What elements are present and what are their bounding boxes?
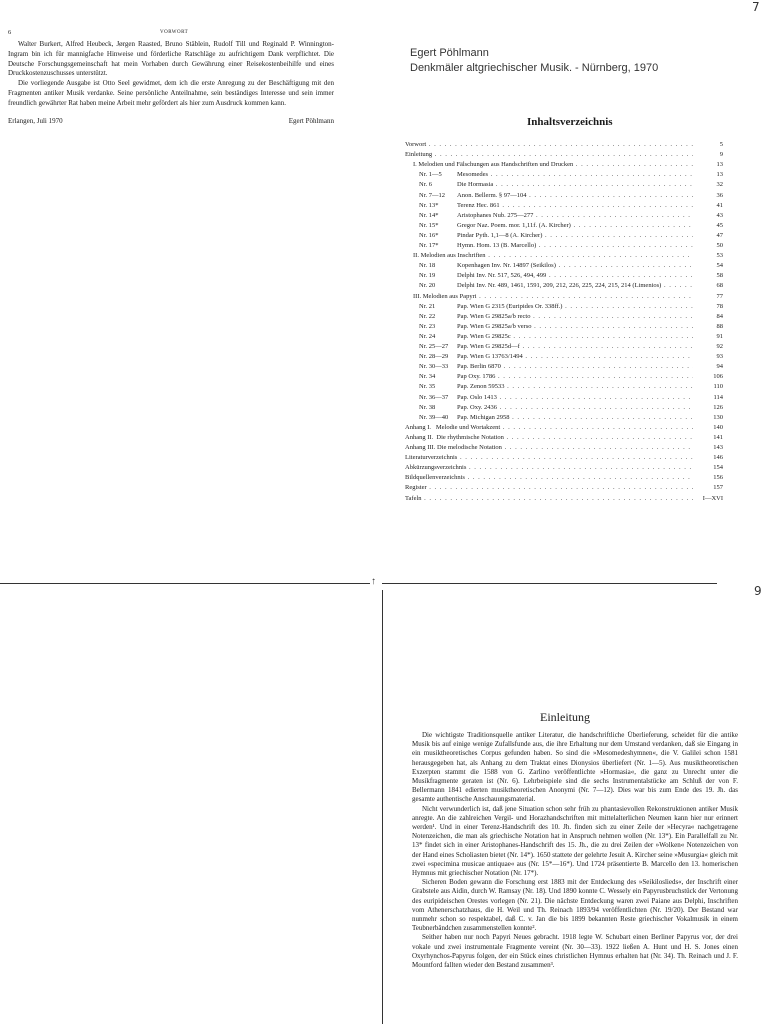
toc-entry-number: Nr. 17* <box>419 241 457 250</box>
toc-entry-page: 54 <box>693 261 723 270</box>
toc-entry <box>405 302 723 311</box>
toc-entry-page: 92 <box>693 342 723 351</box>
toc-entry-number: Nr. 15* <box>419 221 457 230</box>
toc-entry-description: Pap. Wien G 29825a/b recto <box>457 312 531 320</box>
toc-title: Inhaltsverzeichnis <box>527 116 613 128</box>
toc-entry-number: Nr. 36—37 <box>419 393 457 402</box>
toc-entry-label: Anhang II. Die rhythmische Notation <box>405 433 504 441</box>
vorwort-paragraph: Walter Burkert, Alfred Heubeck, Jørgen Raasted, Bruno Stäblein, Rudolf Till und Reginald P. Winnington-Ingram bin ich für mannigfache Hinweise und förderliche Ratschläge zu aufrichtigem Dank verpflichtet. Die Deutsche Forschungsgemeinschaft hat mein Vorhaben durch Gewährung einer Reisekostenbeihilfe und eines Druckkostenzuschusses unterstützt. <box>8 40 334 78</box>
toc-entry-page: 50 <box>693 241 723 250</box>
toc-entry-number: Nr. 6 <box>419 180 457 189</box>
toc-entry-description: Delphi Inv. Nr. 489, 1461, 1591, 209, 212, 226, 225, 224, 215, 214 (Limenios) <box>457 282 662 290</box>
toc-entry-label: Einleitung <box>405 151 433 159</box>
toc-entry <box>405 403 723 412</box>
toc-entry-number: Nr. 30—33 <box>419 362 457 371</box>
page-separator-right <box>382 583 717 584</box>
toc-entry-page: 130 <box>693 413 723 422</box>
einleitung-paragraph: Nicht verwunderlich ist, daß jene Situation schon sehr früh zu phantasievollen Rekonstruktionen antiker Musik anregte. An die zahlreichen Vergil- und Horazhandschriften mit mittelalterlichen Neumen kann hier nur erinnert werden¹. Und in einer Terenz-Handschrift des 10. Jh. finden sich zu einer Zeile der »Hecyra« nachgetragene Notenzeichen, die man als griechische Notation hat in Anspruch nehmen wollen (Nr. 13*). Ein Parallelfall zu Nr. 13* findet sich in einer Aristophanes-Handschrift des 15. Jh., die zu drei Zeilen der »Wolken« Notenzeichen von der Hand eines Scholiasten bietet (Nr. 14*). 1650 stattete der gelehrte Jesuit A. Kircher seine »Musurgia« gleich mit zwei »specimina musicae antiquae« aus (Nr. 15*—16*). Und 1724 präsentierte B. Marcello den 13. homerischen Hymnus mit griechischer Notation (Nr. 17*). <box>412 804 738 878</box>
toc-entry-page: 9 <box>693 150 723 159</box>
toc-entry-label: Abkürzungsverzeichnis <box>405 464 467 472</box>
toc-entry-page: 84 <box>693 312 723 321</box>
toc-entry-page: 53 <box>693 251 723 260</box>
einleitung-paragraph: Die wichtigste Traditionsquelle antiker Literatur, die handschriftliche Überlieferung, scheidet für die antike Musik bis auf einige wenige Zufallsfunde aus, die ihre Erhaltung nur dem Umstand verdanken, daß sie Eingang in ein musiktheoretisches Corpus gefunden haben. So sind die »Mesomedeshymnen«, die V. Galilei schon 1581 herausgegeben hat, als Anhang zu dem Traktat eines Dionysios überliefert (Nr. 1—5). Aus musiktheoretischen Exzerpten stammt die 1588 von G. Zarlino veröffentlichte »Hormasia«, die ganz zu Unrecht unter die Musikfragmente geraten ist (Nr. 6). Lehrbeispiele sind die sechs Instrumentalstücke am Schluß der von F. Bellermann 1841 edierten musiktheoretischen Anonymi (Nr. 7—12). Dies war bis zum Ende des 19. Jh. das gesamte authentische Anschauungsmaterial. <box>412 731 738 804</box>
toc-entry-page: 36 <box>693 191 723 200</box>
toc-entry-description: Pap. Wien G 29825d—f <box>457 343 520 350</box>
toc-entry-page: 13 <box>693 160 723 169</box>
toc-entry-label: Anhang I. Melodie und Wortakzent <box>405 423 501 431</box>
toc-entry <box>405 352 723 361</box>
toc-entry-page: I—XVI <box>693 494 723 503</box>
toc-entry <box>405 443 723 452</box>
page-mark-bottom-right: 9 <box>754 584 762 598</box>
einleitung-paragraph: Sicheren Boden gewann die Forschung erst 1883 mit der Entdeckung des »Seikiloslieds«, der Inschrift einer Grabstele aus Aidin, durch W. Ramsay (Nr. 18). Und 1890 konnte C. Wessely ein Papyrusbruchstück der Vertonung des euripideischen Orestes vorlegen (Nr. 21). Die nächste Entdeckung waren zwei Paiane aus Delphi, Inschriften vom Athenerschatzhaus, die H. Weil und Th. Reinach 1893/94 veröffentlichten (Nr. 19/20). Der Bestand war nunmehr schon so respektabel, daß C. v. Jan die bis 1899 bekannten Reste griechischer Vokalmusik in einem Teubnerbändchen zusammenstellen konnte². <box>412 878 738 933</box>
toc-entry <box>405 170 723 179</box>
toc-entry-page: 114 <box>693 393 723 402</box>
toc-entry-description: Aristophanes Nub. 275—277 <box>457 211 534 219</box>
toc-entry-page: 45 <box>693 221 723 230</box>
toc-entry <box>405 292 723 301</box>
toc-entry <box>405 463 723 472</box>
toc-entry-page: 43 <box>693 211 723 220</box>
toc-entry-number: Nr. 24 <box>419 332 457 341</box>
toc-entry-number: Nr. 14* <box>419 211 457 220</box>
toc-entry-page: 5 <box>693 140 723 149</box>
toc-entry-description: Pap Oxy. 1786 <box>457 373 496 381</box>
toc-entry-label: Register <box>405 484 427 492</box>
toc-entry <box>405 494 723 503</box>
toc-entry <box>405 150 723 159</box>
toc-entry-page: 106 <box>693 372 723 381</box>
toc-entry-label: III. Melodien aus Papyri <box>413 292 477 300</box>
toc-entry-page: 156 <box>693 473 723 482</box>
toc-entry-page: 94 <box>693 362 723 371</box>
vorwort-signature: Egert Pöhlmann <box>288 116 334 125</box>
toc-entry <box>405 453 723 462</box>
toc-entry-label: II. Melodien aus Inschriften <box>413 252 486 260</box>
toc-entry-description: Terenz Hec. 861 <box>457 201 500 209</box>
source-header <box>410 46 658 76</box>
toc-entry-page: 91 <box>693 332 723 341</box>
toc-entry-description: Pap. Berlin 6870 <box>457 363 501 371</box>
toc-entry <box>405 221 723 230</box>
toc-entry-number: Nr. 38 <box>419 403 457 412</box>
toc-entry <box>405 312 723 321</box>
toc-entry-description: Pap. Michigan 2958 <box>457 413 510 421</box>
toc-entry-label: Bildquellenverzeichnis <box>405 474 465 482</box>
toc-entry-description: Pap. Oxy. 2436 <box>457 403 498 411</box>
toc-entry-number: Nr. 1—5 <box>419 170 457 179</box>
toc-entry-number: Nr. 20 <box>419 281 457 290</box>
toc-entry <box>405 231 723 240</box>
toc-entry-label: Literaturverzeichnis <box>405 454 458 462</box>
toc-entry-description: Delphi Inv. Nr. 517, 526, 494, 499 <box>457 272 547 280</box>
toc-entry-number: Nr. 34 <box>419 372 457 381</box>
page-mark-top-right: 7 <box>752 0 760 14</box>
einleitung-title: Einleitung <box>540 710 590 724</box>
toc-entry-page: 93 <box>693 352 723 361</box>
toc-entry-label: Vorwort <box>405 141 427 148</box>
toc-entry <box>405 140 723 149</box>
toc-entry-number: Nr. 21 <box>419 302 457 311</box>
source-book: Denkmäler altgriechischer Musik. - Nürnberg, 1970 <box>410 62 659 74</box>
toc-entry <box>405 372 723 381</box>
toc-entry-number: Nr. 35 <box>419 382 457 391</box>
toc-entry <box>405 281 723 290</box>
toc-entry-page: 141 <box>693 433 723 442</box>
toc-entry-page: 68 <box>693 281 723 290</box>
toc-entry-description: Pap. Wien G 13763/1494 <box>457 353 523 361</box>
toc-entry-page: 88 <box>693 322 723 331</box>
toc-entry-label: Anhang III. Die melodische Notation <box>405 444 502 451</box>
toc-entry-page: 143 <box>693 443 723 452</box>
toc-entry <box>405 382 723 391</box>
toc-entry <box>405 332 723 341</box>
toc-entry-description: Die Hormasia <box>457 181 494 189</box>
einleitung-body <box>412 731 738 1024</box>
vorwort-body <box>8 40 334 129</box>
toc-entry <box>405 261 723 270</box>
toc-entry <box>405 342 723 351</box>
toc-entry-number: Nr. 23 <box>419 322 457 331</box>
toc-entry <box>405 160 723 169</box>
toc-entry-description: Pap. Wien G 29825c <box>457 332 511 340</box>
toc-entry <box>405 322 723 331</box>
toc-entry-page: 13 <box>693 170 723 179</box>
toc-entry-description: Anon. Bellerm. § 97—104 <box>457 191 527 199</box>
toc-entry <box>405 271 723 280</box>
toc-entry-page: 126 <box>693 403 723 412</box>
vorwort-page-number: 6 <box>8 29 12 36</box>
toc-entry-page: 140 <box>693 423 723 432</box>
source-author: Egert Pöhlmann <box>410 47 489 59</box>
toc-entry <box>405 483 723 492</box>
toc-entry-description: Kopenhagen Inv. Nr. 14897 (Seikilos) <box>457 262 556 270</box>
toc-entry-label: Tafeln <box>405 494 422 502</box>
toc-entry <box>405 423 723 432</box>
toc-entry <box>405 241 723 250</box>
toc-entry-page: 157 <box>693 483 723 492</box>
toc-list <box>405 140 723 510</box>
toc-entry <box>405 211 723 220</box>
toc-entry-description: Mesomedes <box>457 171 489 179</box>
toc-entry <box>405 362 723 371</box>
vorwort-place-date: Erlangen, Juli 1970 <box>8 116 63 125</box>
toc-entry-number: Nr. 16* <box>419 231 457 240</box>
toc-entry-description: Pap. Oslo 1413 <box>457 393 497 401</box>
toc-entry-page: 47 <box>693 231 723 240</box>
toc-entry <box>405 251 723 260</box>
toc-entry-number: Nr. 22 <box>419 312 457 321</box>
toc-entry <box>405 191 723 200</box>
toc-entry-page: 58 <box>693 271 723 280</box>
toc-entry-page: 41 <box>693 201 723 210</box>
toc-entry-description: Pap. Zenon 59533 <box>457 383 505 391</box>
page-separator-left <box>0 583 370 584</box>
toc-entry <box>405 413 723 422</box>
toc-entry-page: 146 <box>693 453 723 462</box>
toc-entry-label: I. Melodien und Fälschungen aus Handschriften und Drucken <box>413 161 574 169</box>
toc-entry <box>405 201 723 210</box>
page-gutter-line <box>382 590 383 1024</box>
toc-entry-number: Nr. 28—29 <box>419 352 457 361</box>
toc-entry-number: Nr. 25—27 <box>419 342 457 351</box>
toc-entry-page: 110 <box>693 382 723 391</box>
toc-entry-description: Pap. Wien G 2315 (Euripides Or. 338ff.) <box>457 302 563 310</box>
toc-entry-number: Nr. 13* <box>419 201 457 210</box>
toc-entry-number: Nr. 19 <box>419 271 457 280</box>
toc-entry <box>405 433 723 442</box>
toc-entry <box>405 180 723 189</box>
toc-entry-number: Nr. 7—12 <box>419 191 457 200</box>
toc-entry-description: Hymn. Hom. 13 (B. Marcello) <box>457 242 537 249</box>
vorwort-paragraph: Die vorliegende Ausgabe ist Otto Seel gewidmet, dem ich die erste Anregung zu der Beschäftigung mit den Fragmenten antiker Musik verdanke. Seine persönliche Anteilnahme, sein beständiges Interesse und sein immer freundlich gewährter Rat haben meine Arbeit mehr gefördert als hier zum Ausdruck kommen kann. <box>8 79 334 107</box>
toc-entry <box>405 393 723 402</box>
toc-entry-page: 32 <box>693 180 723 189</box>
page-separator-mark: ↑ <box>371 576 376 587</box>
toc-entry-page: 154 <box>693 463 723 472</box>
vorwort-running-head: VORWORT <box>160 30 189 35</box>
toc-entry-description: Pindar Pyth. 1,1—8 (A. Kircher) <box>457 231 543 239</box>
toc-entry-number: Nr. 39—40 <box>419 413 457 422</box>
toc-entry-number: Nr. 18 <box>419 261 457 270</box>
einleitung-paragraph: Seither haben nur noch Papyri Neues gebracht. 1918 legte W. Schubart einen Berliner Papyrus vor, der drei vokale und zwei instrumentale Fragmente vereint (Nr. 30—33). 1922 ließen A. Hunt und H. S. Jones einen Oxyrhynchos-Papyrus folgen, der ein Stück eines christlichen Hymnus erhalten hat (Nr. 34). Th. Reinach und J. F. Mountford fallten wieder den Bestand zusammen³. <box>412 933 738 970</box>
toc-entry-page: 78 <box>693 302 723 311</box>
toc-entry-description: Gregor Naz. Poem. mor. 1,11f. (A. Kircher) <box>457 221 571 229</box>
toc-entry-page: 77 <box>693 292 723 301</box>
toc-entry <box>405 473 723 482</box>
toc-entry-description: Pap. Wien G 29825a/b verso <box>457 322 532 330</box>
